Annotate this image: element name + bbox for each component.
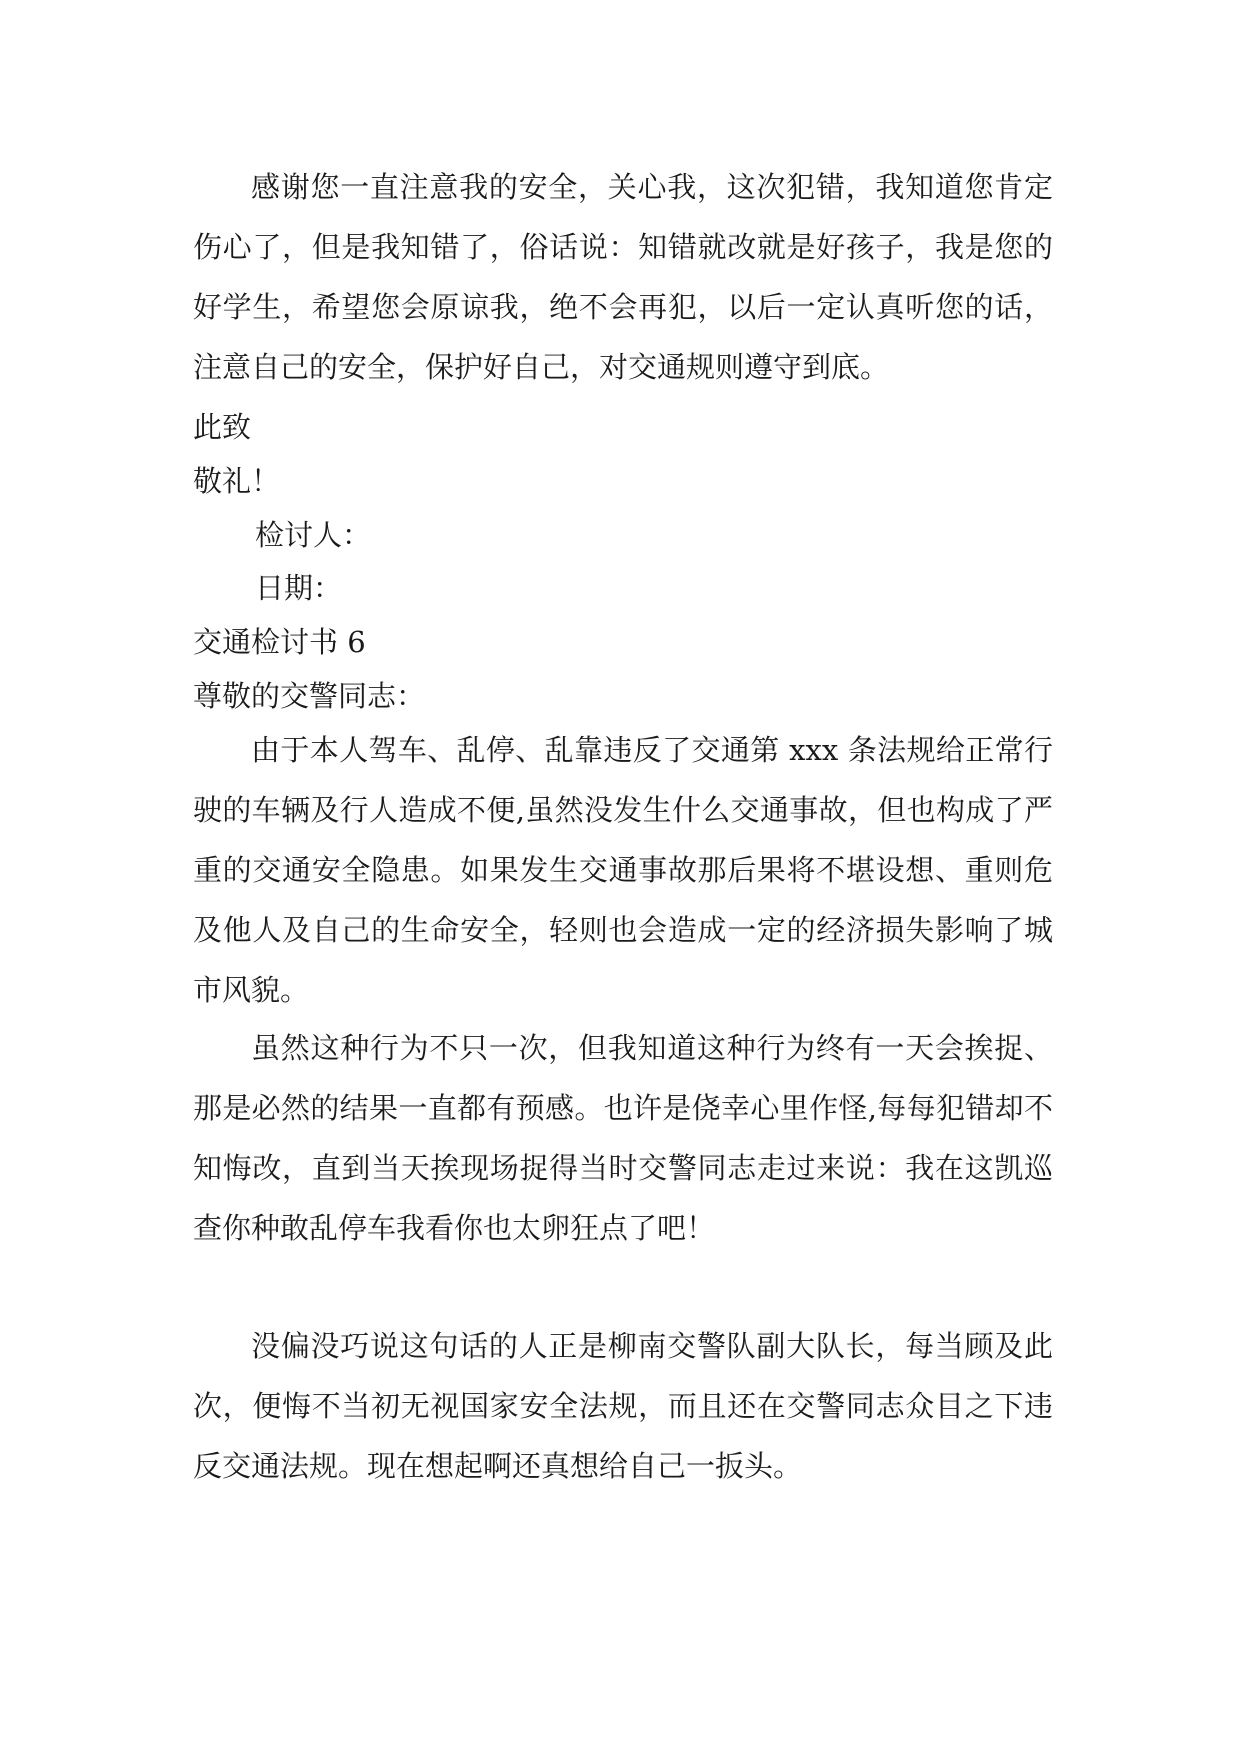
paragraph-regret: 没偏没巧说这句话的人正是柳南交警队副大队长，每当顾及此次，便悔不当初无视国家安全法规，而且还在交警同志众目之下违反交通法规。现在想起啊还真想给自己一扳头。 xyxy=(193,1329,1053,1483)
paragraph-caught: 虽然这种行为不只一次，但我知道这种行为终有一天会挨捉、那是必然的结果一直都有预感。也许是侥幸心里作怪,每每犯错却不知悔改，直到当天挨现场捉得当时交警同志走过来说：我在这凯巡查你种敢乱停车我看你也太卵狂点了吧！ xyxy=(193,1031,1053,1245)
salutation: 尊敬的交警同志： xyxy=(193,679,426,713)
signer-label: 检讨人： xyxy=(255,518,372,552)
closing-line-1: 此致 xyxy=(193,410,252,444)
paragraph-violation: 由于本人驾车、乱停、乱靠违反了交通第 xxx 条法规给正常行驶的车辆及行人造成不便,虽然没发生什么交通事故，但也构成了严重的交通安全隐患。如果发生交通事故那后果将不堪设想、重则危及他人及自己的生命安全，轻则也会造成一定的经济损失影响了城市风貌。 xyxy=(193,733,1053,1007)
date-label: 日期： xyxy=(255,571,343,605)
closing-line-2: 敬礼！ xyxy=(193,464,281,498)
paragraph-gratitude: 感谢您一直注意我的安全，关心我，这次犯错，我知道您肯定伤心了，但是我知错了，俗话说：知错就改就是好孩子，我是您的好学生，希望您会原谅我，绝不会再犯，以后一定认真听您的话，注意自己的安全，保护好自己，对交通规则遵守到底。 xyxy=(193,170,1053,384)
section-title: 交通检讨书 6 xyxy=(193,625,366,659)
